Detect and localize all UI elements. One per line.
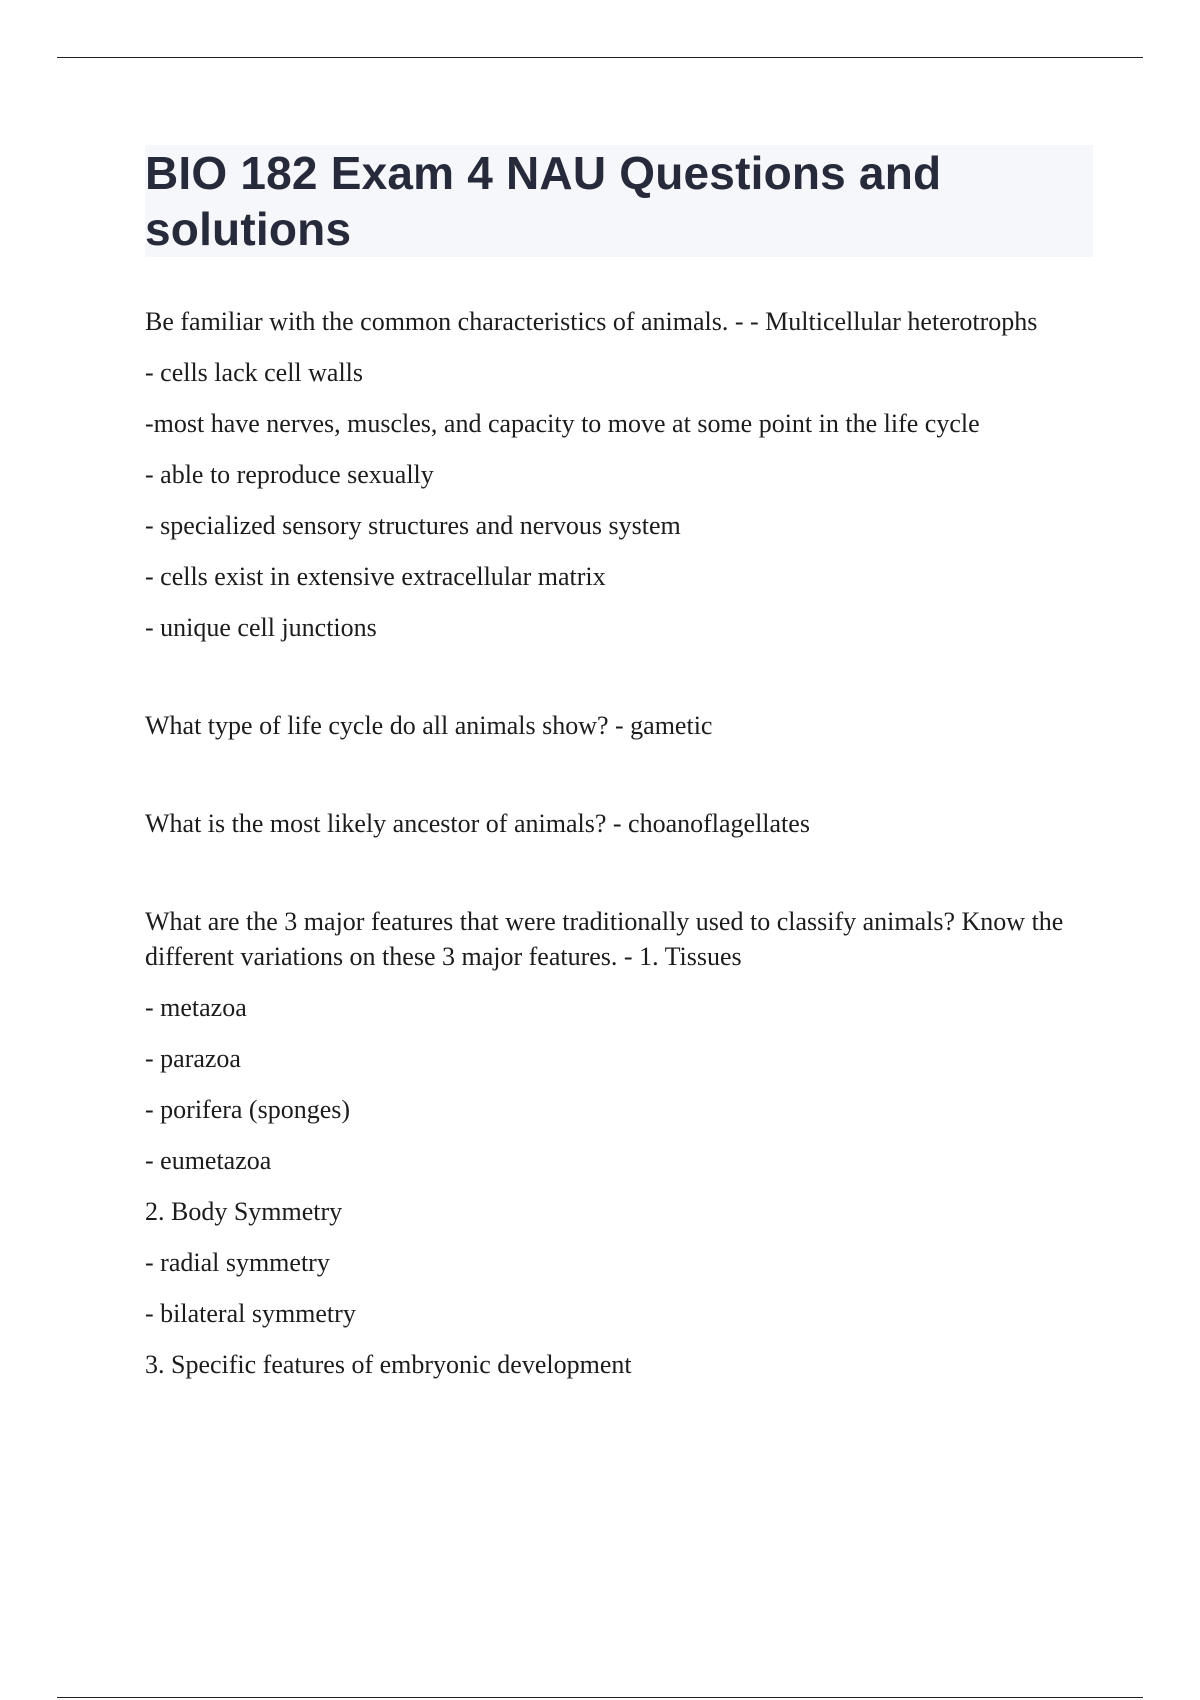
answer-line: - able to reproduce sexually <box>145 460 434 489</box>
answer-line: 2. Body Symmetry <box>145 1197 343 1226</box>
question-text: Be familiar with the common characteristics of animals. - - Multicellular heterotrophs <box>145 307 1038 336</box>
answer-line: - bilateral symmetry <box>145 1299 356 1328</box>
answer-line: 3. Specific features of embryonic development <box>145 1350 632 1379</box>
top-rule <box>57 57 1143 58</box>
question-text: What type of life cycle do all animals show? - gametic <box>145 711 713 740</box>
answer-line: - metazoa <box>145 993 247 1022</box>
answer-line: - porifera (sponges) <box>145 1095 351 1124</box>
bottom-rule <box>57 1697 1143 1698</box>
answer-line: - parazoa <box>145 1044 241 1073</box>
answer-line: - eumetazoa <box>145 1146 272 1175</box>
document-title: BIO 182 Exam 4 NAU Questions and solutions <box>145 147 942 255</box>
answer-line: - cells exist in extensive extracellular matrix <box>145 562 606 591</box>
answer-line: -most have nerves, muscles, and capacity to move at some point in the life cycle <box>145 409 980 438</box>
title-block <box>145 145 1093 257</box>
answer-line: - radial symmetry <box>145 1248 330 1277</box>
answer-line: - cells lack cell walls <box>145 358 364 387</box>
answer-line: - specialized sensory structures and nervous system <box>145 511 681 540</box>
question-text: What are the 3 major features that were traditionally used to classify animals? Know the different variations on these 3 major features. - 1. Tissues <box>145 907 1064 971</box>
document-body <box>145 304 1105 1382</box>
answer-line: - unique cell junctions <box>145 613 377 642</box>
question-text: What is the most likely ancestor of animals? - choanoflagellates <box>145 809 810 838</box>
